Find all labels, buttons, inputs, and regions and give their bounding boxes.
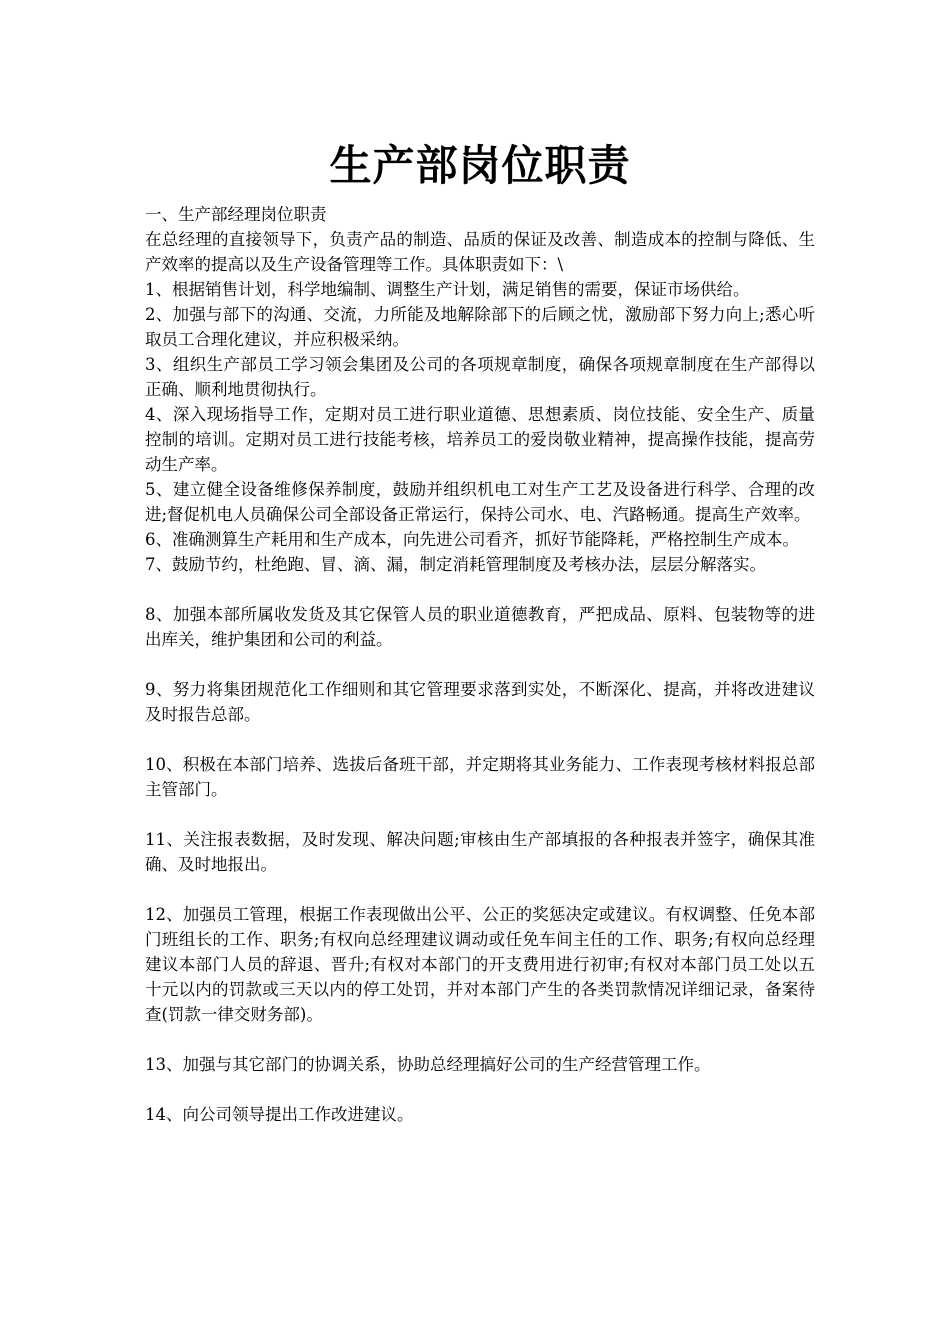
duty-item-7: 7、鼓励节约，杜绝跑、冒、滴、漏，制定消耗管理制度及考核办法，层层分解落实。	[145, 555, 766, 574]
duty-item-5: 5、建立健全设备维修保养制度，鼓励并组织机电工对生产工艺及设备进行科学、合理的改进;督促机电人员确保公司全部设备正常运行，保持公司水、电、汽路畅通。提高生产效率。	[145, 480, 815, 524]
duty-item-14: 14、向公司领导提出工作改进建议。	[145, 1105, 414, 1124]
duty-item-12: 12、加强员工管理，根据工作表现做出公平、公正的奖惩决定或建议。有权调整、任免本部门班组长的工作、职务;有权向总经理建议调动或任免车间主任的工作、职务;有权向总经理建议本部门人员的辞退、晋升;有权对本部门的开支费用进行初审;有权对本部门员工处以五十元以内的罚款或三天以内的停工处罚，并对本部门产生的各类罚款情况详细记录，备案待查(罚款一律交财务部)。	[145, 905, 815, 1024]
duty-item-11: 11、关注报表数据，及时发现、解决问题;审核由生产部填报的各种报表并签字，确保其准确、及时地报出。	[145, 830, 815, 874]
duty-item-2: 2、加强与部下的沟通、交流，力所能及地解除部下的后顾之忧，激励部下努力向上;悉心听取员工合理化建议，并应积极采纳。	[145, 305, 815, 349]
duty-item-9: 9、努力将集团规范化工作细则和其它管理要求落到实处，不断深化、提高，并将改进建议及时报告总部。	[145, 680, 815, 724]
duty-item-4: 4、深入现场指导工作，定期对员工进行职业道德、思想素质、岗位技能、安全生产、质量控制的培训。定期对员工进行技能考核，培养员工的爱岗敬业精神，提高操作技能，提高劳动生产率。	[145, 405, 815, 474]
duty-item-8: 8、加强本部所属收发货及其它保管人员的职业道德教育，严把成品、原料、包装物等的进出库关，维护集团和公司的利益。	[145, 605, 815, 649]
duty-item-3: 3、组织生产部员工学习领会集团及公司的各项规章制度，确保各项规章制度在生产部得以正确、顺利地贯彻执行。	[145, 355, 815, 399]
duty-item-6: 6、准确测算生产耗用和生产成本，向先进公司看齐，抓好节能降耗，严格控制生产成本。	[145, 530, 799, 549]
document-body	[145, 202, 815, 1127]
duty-item-13: 13、加强与其它部门的协调关系，协助总经理搞好公司的生产经营管理工作。	[145, 1055, 711, 1074]
duty-item-1: 1、根据销售计划，科学地编制、调整生产计划，满足销售的需要，保证市场供给。	[145, 280, 750, 299]
document-title: 生产部岗位职责	[329, 141, 631, 190]
duty-item-10: 10、积极在本部门培养、选拔后备班干部，并定期将其业务能力、工作表现考核材料报总部主管部门。	[145, 755, 815, 799]
section-heading: 一、生产部经理岗位职责	[145, 205, 327, 224]
intro-paragraph: 在总经理的直接领导下，负责产品的制造、品质的保证及改善、制造成本的控制与降低、生产效率的提高以及生产设备管理等工作。具体职责如下：\	[145, 230, 815, 274]
